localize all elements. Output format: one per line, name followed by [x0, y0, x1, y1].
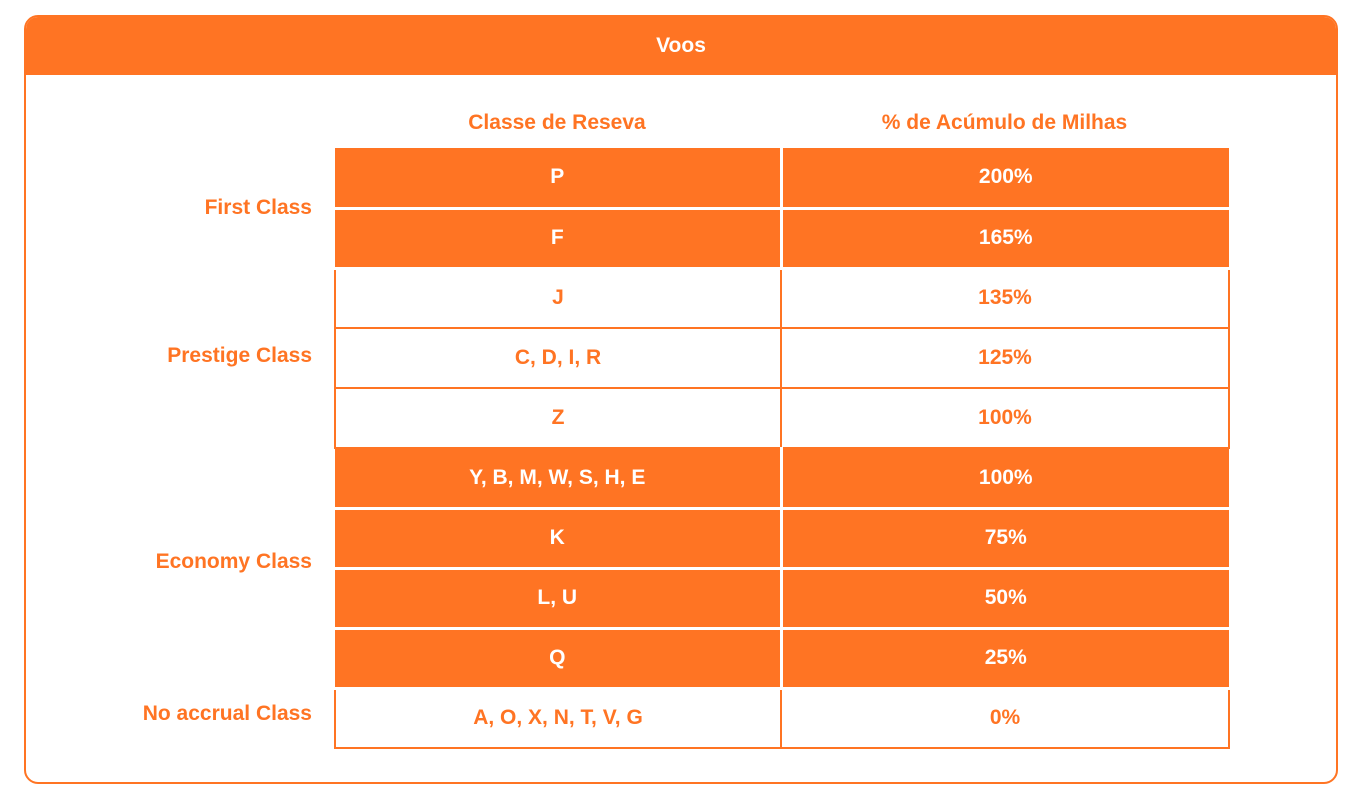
table-row [335, 688, 1229, 748]
accrual-percent-cell: 125% [781, 328, 1229, 388]
table-row [335, 208, 1229, 268]
column-header-accrual: % de Acúmulo de Milhas [881, 111, 1128, 134]
table-row [335, 388, 1229, 448]
booking-class-cell: Z [335, 388, 781, 448]
booking-class-cell: A, O, X, N, T, V, G [335, 688, 781, 748]
group-label-first: First Class [204, 196, 312, 219]
table-row [335, 148, 1229, 208]
column-header-booking-class: Classe de Reseva [468, 111, 646, 134]
accrual-percent-cell: 135% [781, 268, 1229, 328]
booking-class-cell: C, D, I, R [335, 328, 781, 388]
accrual-percent-cell: 200% [781, 148, 1229, 208]
accrual-percent-cell: 100% [781, 448, 1229, 508]
table-row [335, 568, 1229, 628]
accrual-percent-cell: 75% [781, 508, 1229, 568]
group-label-economy: Economy Class [155, 550, 312, 573]
table-row [335, 268, 1229, 328]
accrual-percent-cell: 25% [781, 628, 1229, 688]
booking-class-cell: P [335, 148, 781, 208]
table-row [335, 628, 1229, 688]
group-label-no-accrual: No accrual Class [142, 702, 312, 725]
accrual-percent-cell: 100% [781, 388, 1229, 448]
card-title: Voos [26, 17, 1336, 75]
accrual-percent-cell: 50% [781, 568, 1229, 628]
accrual-percent-cell: 0% [781, 688, 1229, 748]
booking-class-cell: Q [335, 628, 781, 688]
booking-class-cell: Y, B, M, W, S, H, E [335, 448, 781, 508]
accrual-percent-cell: 165% [781, 208, 1229, 268]
table-row [335, 448, 1229, 508]
table-row [335, 328, 1229, 388]
table-row [335, 508, 1229, 568]
booking-class-cell: J [335, 268, 781, 328]
booking-class-cell: F [335, 208, 781, 268]
booking-class-cell: L, U [335, 568, 781, 628]
accrual-table [334, 148, 1230, 749]
booking-class-cell: K [335, 508, 781, 568]
group-label-prestige: Prestige Class [167, 344, 312, 367]
